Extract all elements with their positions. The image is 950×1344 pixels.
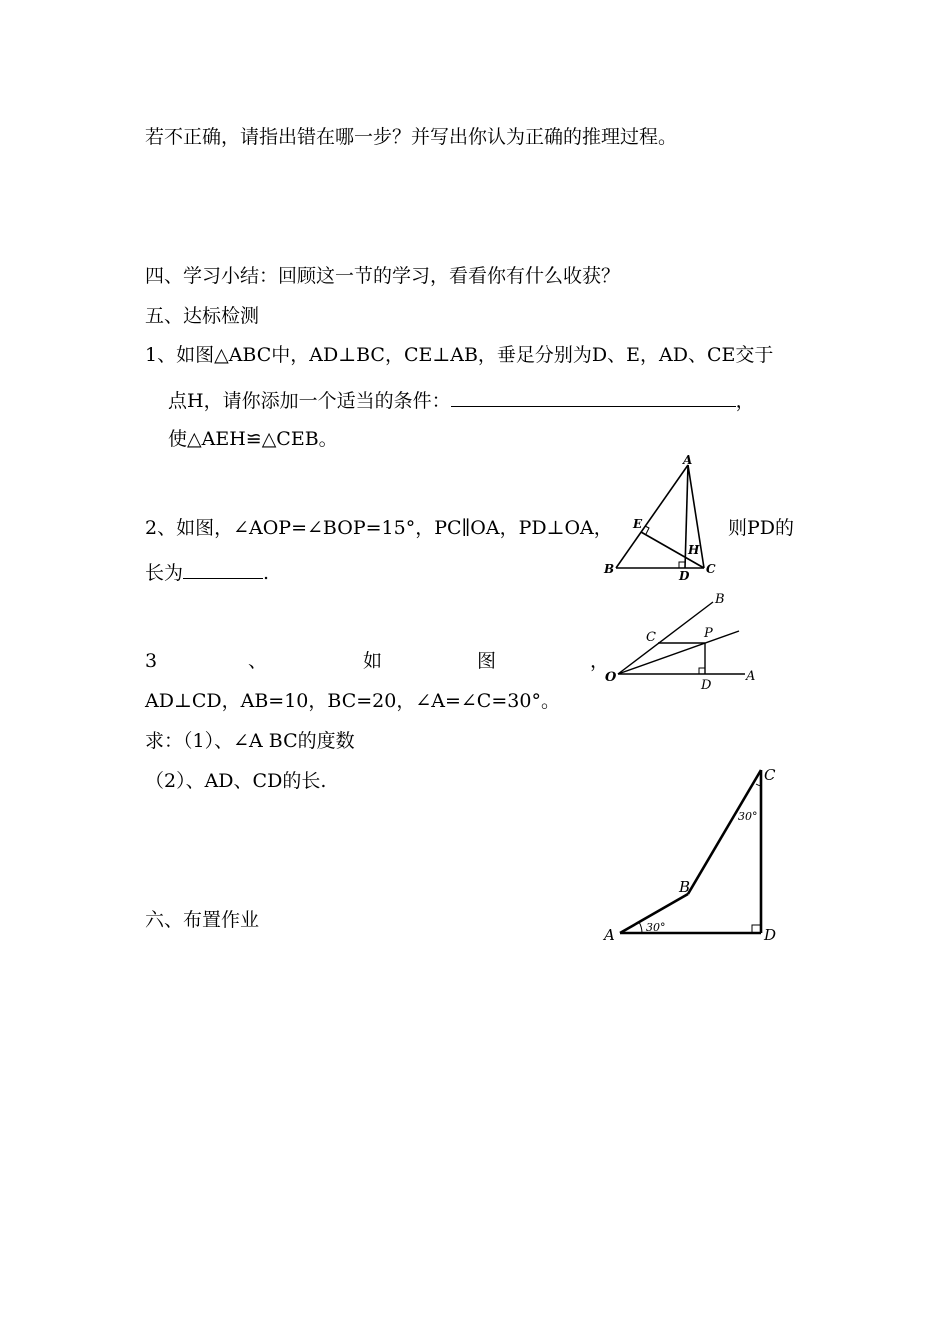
q2-line1: 2、如图，∠AOP=∠BOP=15°，PC∥OA，PD⊥OA， [145,517,613,539]
fig2-ray-op [618,631,739,674]
q3-word-comma: ， [590,650,610,672]
q2-line1-end: 则PD的 [728,517,795,539]
section-test-heading: 五、达标检测 [145,305,260,327]
fig1-label-e: E [633,517,643,531]
section-summary-heading: 四、学习小结：回顾这一节的学习，看看你有什么收获？ [145,265,621,287]
q3-word-ru: 如 [363,650,383,672]
fig1-label-d: D [679,569,690,583]
q2-line2-end: . [263,562,270,584]
q2-answer-blank[interactable] [183,558,263,579]
previous-question-text: 若不正确，请指出错在哪一步？并写出你认为正确的推理过程。 [145,126,678,148]
fig1-label-h: H [688,543,700,557]
fig1-label-b: B [604,562,615,576]
fig2-label-c: C [646,630,656,645]
q3-word-3: 3 [145,650,158,672]
fig1-right-angle-d [679,562,685,568]
fig2-label-o: O [605,670,617,685]
fig2-label-p: P [704,626,713,641]
q3-word-tu: 图 [477,650,497,672]
fig3-angle-label-c: 30° [738,810,758,823]
fig2-ray-ob [618,602,713,674]
fig3-line-bc [688,770,761,894]
fig3-label-c: C [764,766,776,784]
q1-line3: 使△AEH≌△CEB。 [168,428,338,450]
fig1-label-a: A [683,453,693,467]
q1-line2-end: ， [735,390,755,412]
fig1-label-c: C [706,562,716,576]
q1-line2 [168,386,755,414]
fig3-label-a: A [604,926,615,944]
q3-line4: （2）、AD、CD的长. [145,770,327,792]
fig2-label-d: D [701,678,712,693]
q3-line2: AD⊥CD，AB=10，BC=20，∠A=∠C=30°。 [145,690,560,712]
section-homework-heading: 六、布置作业 [145,909,260,931]
figure-quadrilateral-abcd [600,760,790,950]
q3-line3: 求：（1）、∠A BC的度数 [145,730,355,752]
fig3-label-d: D [764,926,777,944]
fig3-label-b: B [679,878,691,896]
q2-line2-text: 长为 [145,562,184,584]
q2-line2 [145,558,269,586]
fig2-label-b: B [715,592,725,607]
figure-triangle-abc [590,450,730,585]
q1-line2-text: 点H，请你添加一个适当的条件： [168,390,451,412]
q1-line1: 1、如图△ABC中，AD⊥BC，CE⊥AB，垂足分别为D、E，AD、CE交于 [145,344,774,366]
fig2-right-angle-d [699,668,705,674]
fig2-label-a: A [746,669,756,684]
q3-word-dun: 、 [248,650,268,672]
figure-angle-aob [595,585,765,695]
fig3-angle-label-a: 30° [646,921,666,934]
q1-answer-blank[interactable] [451,386,736,407]
fig1-right-angle-e [645,526,649,534]
fig3-angle-arc-a [639,922,642,933]
